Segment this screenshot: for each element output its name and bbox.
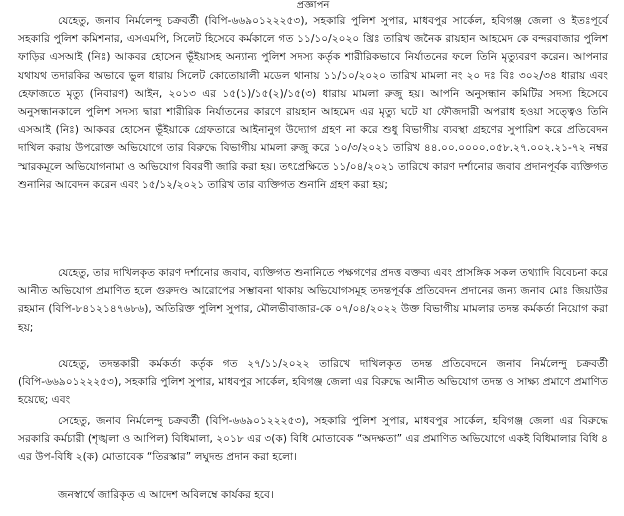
- paragraph-5: জনস্বার্থে জারিকৃত এ আদেশ অবিলম্বে কার্যকর হবে।: [58, 489, 274, 501]
- paragraph-3: যেহেতু, তদন্তকারী কর্মকর্তা কর্তৃক গত ২৭/১১/২০২২ তারিখে দাখিলকৃত তদন্ত প্রতিবেদনে জনাব নির্মলেন্দু চক্রবর্তী (বিপি-৬৬৯০১২২২৫৩), সহকারি পুলিশ সুপার, মাধবপুর সার্কেল, হবিগঞ্জ জেলা এর বিরুদ্ধে আনীত অভিযোগ তদন্ত ও সাক্ষ্য প্রমাণে প্রমাণিত হয়েছে; এবং: [18, 358, 608, 407]
- paragraph-1: যেহেতু, জনাব নির্মলেন্দু চক্রবর্তী (বিপি-৬৬৯০১২২২৫৩), সহকারি পুলিশ সুপার, মাধবপুর সার্কেল, হবিগঞ্জ জেলা ও ইতঃপূর্বে সহকারি পুলিশ কমিশনার, এসএমপি, সিলেট হিসেবে কর্মকালে গত ১১/১০/২০২০ খ্রিঃ তারিখ জনৈক রায়হান আহমেদ কে বন্দরবাজার পুলিশ ফাড়ির এসআই (নিঃ) আকবর হোসেন ভূঁইয়াসহ অন্যান্য পুলিশ সদস্য কর্তৃক শারীরিকভাবে নির্যাতনের ফলে তিনি মৃত্যুবরণ করেন। আপনার যথাযথ তদারকির অভাবে ভুল ধারায় সিলেট কোতোয়ালী মডেল থানায় ১১/১০/২০২০ তারিখ মামলা নং ২০ দঃ বিঃ ৩০২/৩৪ ধারায় এবং হেফাজতে মৃত্যু (নিবারণ) আইন, ২০১৩ এর ১৫(১)/১৫(২)/১৫(৩) ধারায় মামলা রুজু হয়। আপনি অনুসন্ধান কমিটির সদস্য হিসেবে অনুসন্ধানকালে পুলিশ সদস্য দ্বারা শারীরিক নির্যাতনের কারণে রায়হান আহমেদ এর মৃত্যু ঘটে যা ফৌজদারী অপরাধ হওয়া সত্ত্বেও তিনি এসআই (নিঃ) আকবর হোসেন ভূঁইয়াকে গ্রেফতারে আইনানুগ উদ্যোগ গ্রহণ না করে শুধু বিভাগীয় ব্যবস্থা গ্রহণের সুপারিশ করে প্রতিবেদন দাখিল করায় উপরোক্ত অভিযোগে তার বিরুদ্ধে বিভাগীয় মামলা রুজু করে ১০/৩/২০২১ তারিখ ৪৪.০০.০০০০.০৫৮.২৭.০০২.২১-৭২ নম্বর স্মারকমূলে অভিযোগনামা ও অভিযোগ বিবরণী জারি করা হয়। তৎপ্রেক্ষিতে ১১/০৪/২০২১ তারিখে কারণ দর্শানোর জবাব প্রদানপূর্বক ব্যক্তিগত শুনানির আবেদন করেন এবং ১৫/১২/২০২১ তারিখ তার ব্যক্তিগত শুনানি গ্রহণ করা হয়;: [18, 15, 608, 191]
- paragraph-4: সেহেতু, জনাব নির্মলেন্দু চক্রবর্তী (বিপি-৬৬৯০১২২২৫৩), সহকারি পুলিশ সুপার, মাধবপুর সার্কেল, হবিগঞ্জ জেলা এর বিরুদ্ধে সরকারি কর্মচারী (শৃঙ্খলা ও আপিল) বিধিমালা, ২০১৮ এর ৩(ক) বিধি মোতাবেক “অদক্ষতা” এর প্রমাণিত অভিযোগে একই বিধিমালার বিধি ৪ এর উপ-বিধি ২(ক) মোতাবেক “তিরস্কার” লঘুদন্ড প্রদান করা হলো।: [18, 415, 608, 464]
- paragraph-2: যেহেতু, তার দাখিলকৃত কারণ দর্শানোর জবাব, ব্যক্তিগত শুনানিতে পক্ষগণের প্রদত্ত বক্তব্য এবং প্রাসঙ্গিক সকল তথ্যাদি বিবেচনা করে আনীত অভিযোগ প্রমাণিত হলে গুরুদণ্ড আরোপের সম্ভাবনা থাকায় অভিযোগসমূহ তদন্তপূর্বক প্রতিবেদন প্রদানের জন্য জনাব মোঃ জিয়াউর রহমান (বিপি-৮৪১২১৪৭৬৮৬), অতিরিক্ত পুলিশ সুপার, মৌলভীবাজার-কে ০৭/০৪/২০২২ উক্ত বিভাগীয় মামলার তদন্ত কর্মকর্তা নিয়োগ করা হয়;: [18, 267, 608, 334]
- document-heading: প্রজ্ঞাপন: [296, 0, 330, 11]
